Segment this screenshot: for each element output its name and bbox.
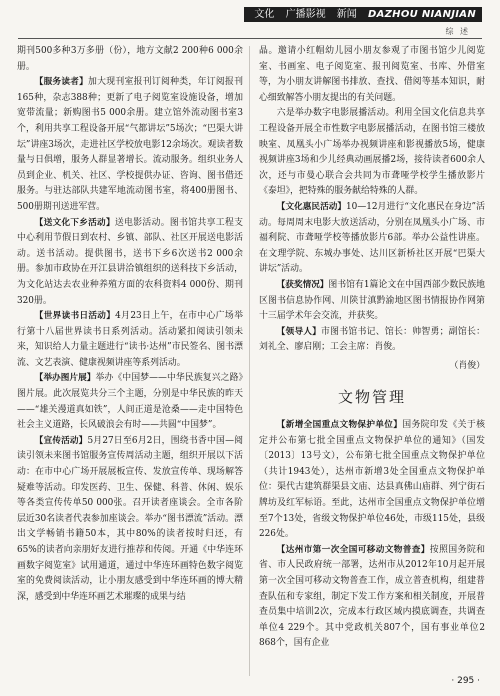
paragraph-publicity-activities — [17, 434, 243, 606]
entry-text: 市图书馆书记、馆长：帅智勇；副馆长：刘礼全、廖启刚；工会主席：肖俊。 — [259, 326, 485, 353]
paragraph-library-holdings: 期刊500多种3万多册（份），地方文献2 200种6 000余册。 — [17, 46, 243, 72]
entry-tag: 【获奖情况】 — [276, 279, 329, 290]
column-divider — [249, 46, 250, 676]
entry-text: 图书馆有1篇论文在中国西部少数民族地区图书信息协作网、川陕甘滇黔渝地区图书情报协作网第十三届学术年会交流，并获奖。 — [259, 279, 485, 322]
header-section-news: 新闻 — [336, 9, 357, 20]
entry-text: 4月23日上午，在市中心广场举行第十八届世界读书日系列活动。活动紧扣阅读引领未来，知识给人力量主题进行“读书·达州”市民签名、图书漂流、文艺表演、健康视频讲座等系列活动。 — [17, 311, 243, 368]
entry-text: 举办《中国梦——中华民族复兴之路》图片展。此次展览共分三个主题，分别是中华民族的昨天——“雄关漫道真如铁”，人间正道是沧桑——走中国特色社会主义道路，长风破浪会有时——共圆“中国梦”。 — [17, 373, 243, 431]
header-rule — [18, 38, 482, 39]
header-section-broadcast: 广播影视 — [285, 9, 326, 20]
header-publication-name: DAZHOU NIANJIAN — [367, 9, 476, 20]
entry-text: 国务院印发《关于核定并公布第七批全国重点文物保护单位的通知》（国发〔2013〕13号文），公布第七批全国重点文物保护单位（共计1943处），达州市新增3处全国重点文物保护单位：渠代古建筑群渠县文庙、达县真佛山庙群、列宁街石牌坊及红军标语。至此，达州市全国重点文物保护单位增至7个13处，省级文物保护单位46处，市级115处，县级226处。 — [259, 420, 485, 540]
entry-tag: 【文化惠民活动】 — [276, 201, 347, 212]
paragraph-culture-to-countryside — [17, 216, 243, 310]
entry-tag: 【举办图片展】 — [34, 373, 96, 384]
header-subhead: 综 述 — [445, 27, 470, 36]
entry-tag: 【达州市第一次全国可移动文物普查】 — [276, 544, 430, 555]
entry-tag: 【新增全国重点文物保护单位】 — [276, 420, 403, 431]
author-signature: （肖俊） — [449, 360, 485, 371]
header-section-culture: 文化 — [254, 9, 275, 20]
entry-tag: 【送文化下乡活动】 — [34, 217, 115, 228]
header-bar — [244, 7, 482, 22]
entry-text: 送电影活动。图书馆共享工程支中心利用节假日到农村、乡镇、部队、社区开展送电影活动。送书活动。提供图书，送书下乡6次送书2 000余册。参加市政协在开江县讲洽镇组织的送科技下乡活动，为文化站达去农业种养殖方面的农科资料4 000份、期刊320册。 — [17, 217, 243, 306]
entry-text: 10—12月进行“文化惠民在身边”活动。每周周末电影大放送活动，分别在凤凰头小广场、市福利院、市聋哑学校等播放影片6部。举办公益性讲座。在文理学院、东城办事处、达川区新桥社区开展“巴渠大讲坛”活动。 — [259, 201, 485, 275]
entry-tag: 【宣传活动】 — [34, 435, 88, 446]
entry-tag: 【世界读书日活动】 — [34, 311, 116, 322]
paragraph-movable-relics-census — [259, 543, 485, 652]
entry-text: 5月27日至6月2日，围绕书香中国—阅读引领未来图书馆服务宣传周活动主题，组织开展以下活动：在市中心广场开展展板宣传、发放宣传单、现场解答疑难等活动。印发医药、卫生、保健、科普、休闲、娱乐等各类宣传传单50 000张。召开读者座谈会。全市各阶层近30名读者代表参加座谈会。举办“图书漂流”活动。漂出文学畅销书籍50本，其中80%的读者按时归还，有65%的读者向亲朋好友进行推荐和传阅。开通《中华连环画数字阅览室》试用通道，通过中华连环画特色数字阅览室的免费阅读活动，让小朋友感受到中华连环画的博大精深，感受到中华连环画艺术璀璨的成果与结 — [17, 435, 243, 602]
paragraph-cultural-benefit — [259, 200, 485, 278]
entry-text: 加大现刊室报刊订阅种类，年订阅报刊165种，杂志388种；更新了电子阅览室设施设备，增加宽带流量；新购图书5 000余册。建立馆外流动图书室3个，利用共享工程设备开展“气都讲坛”5场次；“巴渠大讲坛”讲座3场次，走进社区学校放电影12余场次。观读者数量与日俱增，服务人群显著增长。流动服务。组织业务人员到企业、机关、社区、学校提供办证、咨询、图书借还服务。与驻达部队共建军地流动图书室，将400册图书、500册期刊送进军营。 — [17, 77, 243, 212]
page-header — [0, 0, 500, 36]
entry-text: 按照国务院和省、市人民政府统一部署，达州市从2012年10月起开展第一次全国可移动文物普查工作，成立普查机构，组建普查队伍和专家组，制定下发工作方案和相关制度，开展普查员集中培训2次，完成本行政区域内摸底调查，共调查单位4 229个。其中党政机关807个，国有事业单位2 868个，国有企业 — [259, 544, 485, 649]
entry-tag: 【领导人】 — [276, 326, 322, 337]
paragraph-children-visit: 晶。邀请小红帽幼儿园小朋友参观了市图书馆少儿阅览室、书画室、电子阅览室、报刊阅览室、书库、外借室等，为小朋友讲解图书排放、查找、借阅等基本知识，耐心细致解答小朋友提出的有关问题。 — [259, 46, 485, 103]
paragraph-new-protected-sites — [259, 418, 485, 543]
paragraph-photo-exhibition — [17, 371, 243, 433]
entry-tag: 【服务读者】 — [34, 77, 88, 88]
left-column — [17, 44, 243, 605]
paragraph-world-book-day — [17, 309, 243, 371]
paragraph-awards — [259, 278, 485, 325]
section-title-cultural-relics: 文物管理 — [337, 388, 406, 407]
paragraph-digital-film-screening: 六是举办数字电影展播活动。利用全国文化信息共享工程设备开展全市性数字电影展播活动，在图书馆三楼放映室、凤凰头小广场举办视频讲座和影视播放5场，健康视频讲座3场和少儿经典动画展播2场，接待读者600余人次，还与市曼心联合会共同为市聋哑学校学生播放影片《泰坦》，把特殊的服务献给特殊的人群。 — [259, 108, 485, 197]
paragraph-leaders — [259, 325, 485, 356]
page-number: · 295 · — [451, 676, 480, 686]
right-column — [259, 44, 485, 652]
paragraph-reader-services — [17, 75, 243, 215]
